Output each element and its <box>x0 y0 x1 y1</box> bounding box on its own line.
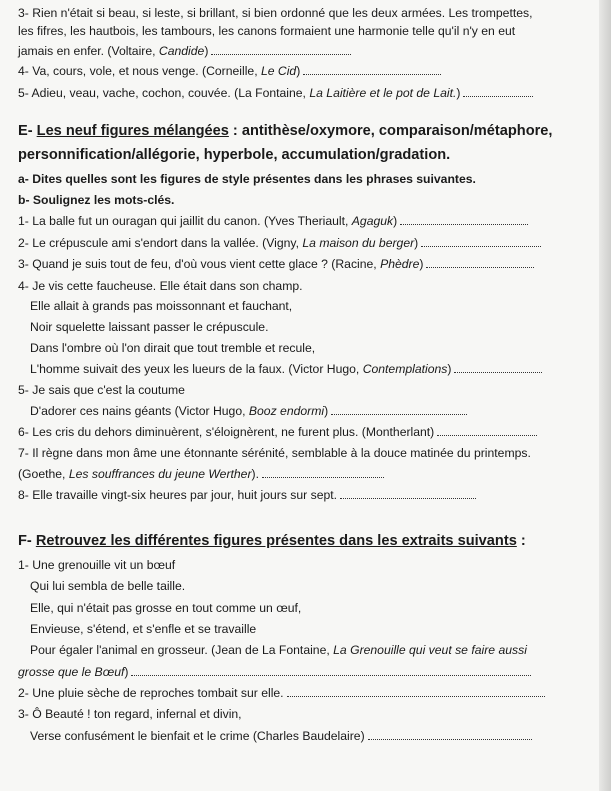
exercise-e-2: 2- Le crépuscule ami s'endort dans la vallée. (Vigny, La maison du berger) <box>0 236 611 251</box>
answer-blank[interactable] <box>287 686 545 697</box>
answer-blank[interactable] <box>368 729 532 740</box>
exercise-e-8: 8- Elle travaille vingt-six heures par jour, huit jours sur sept. <box>0 488 611 503</box>
answer-blank[interactable] <box>463 86 533 97</box>
exercise-f-1-verse-4: Envieuse, s'étend, et s'enfle et se travaille <box>30 622 257 636</box>
answer-blank[interactable] <box>340 488 476 499</box>
exercise-f-1-verse-6: grosse que le Bœuf) <box>0 665 611 680</box>
exercise-e-7-line-2: (Goethe, Les souffrances du jeune Werther). <box>0 467 611 482</box>
exercise-f-3-verse-2: Verse confusément le bienfait et le crime (Charles Baudelaire) <box>0 729 611 744</box>
exercise-e-1: 1- La balle fut un ouragan qui jaillit du canon. (Yves Theriault, Agaguk) <box>0 214 611 229</box>
sentence-3-line-1: 3- Rien n'était si beau, si leste, si brillant, si bien ordonné que les deux armées. Les trompettes, <box>18 6 533 20</box>
answer-blank[interactable] <box>421 236 541 247</box>
section-e-title-line-2: personnification/allégorie, hyperbole, accumulation/gradation. <box>18 147 451 163</box>
exercise-e-4-verse-2: Elle allait à grands pas moissonnant et fauchant, <box>30 299 293 313</box>
exercise-e-4-verse-4: Dans l'ombre où l'on dirait que tout tremble et recule, <box>30 341 316 355</box>
exercise-f-2: 2- Une pluie sèche de reproches tombait sur elle. <box>0 686 611 701</box>
exercise-e-4-verse-3: Noir squelette laissant passer le crépuscule. <box>30 320 269 334</box>
page-edge-shadow <box>599 0 611 791</box>
sentence-3-line-3: jamais en enfer. (Voltaire, Candide) <box>0 44 611 59</box>
exercise-e-4-verse-5: L'homme suivait des yeux les lueurs de la faux. (Victor Hugo, Contemplations) <box>0 362 611 377</box>
sentence-4: 4- Va, cours, vole, et nous venge. (Corneille, Le Cid) <box>0 64 611 79</box>
answer-blank[interactable] <box>303 64 441 75</box>
exercise-f-1-verse-5: Pour égaler l'animal en grosseur. (Jean de La Fontaine, La Grenouille qui veut se faire aussi <box>30 643 527 657</box>
exercise-f-1-verse-3: Elle, qui n'était pas grosse en tout comme un œuf, <box>30 601 302 615</box>
answer-blank[interactable] <box>131 665 531 676</box>
exercise-e-5-verse-2: D'adorer ces nains géants (Victor Hugo, Booz endormi) <box>0 404 611 419</box>
exercise-e-4: 4- Je vis cette faucheuse. Elle était dans son champ. <box>18 279 303 293</box>
answer-blank[interactable] <box>437 425 537 436</box>
exercise-e-5: 5- Je sais que c'est la coutume <box>18 383 185 397</box>
exercise-f-1: 1- Une grenouille vit un bœuf <box>18 558 176 572</box>
answer-blank[interactable] <box>211 44 351 55</box>
exercise-f-1-verse-2: Qui lui sembla de belle taille. <box>30 579 186 593</box>
answer-blank[interactable] <box>454 362 542 373</box>
answer-blank[interactable] <box>331 404 467 415</box>
section-f-title: F- Retrouvez les différentes figures présentes dans les extraits suivants : <box>18 533 526 549</box>
sentence-3-line-2: les fifres, les hautbois, les tambours, les canons formaient une harmonie telle qu'il n'y en eut <box>18 24 516 38</box>
exercise-e-3: 3- Quand je suis tout de feu, d'où vous vient cette glace ? (Racine, Phèdre) <box>0 257 611 272</box>
exercise-f-3: 3- Ô Beauté ! ton regard, infernal et divin, <box>18 707 242 721</box>
instruction-a: a- Dites quelles sont les figures de style présentes dans les phrases suivantes. <box>18 172 476 186</box>
sentence-5: 5- Adieu, veau, vache, cochon, couvée. (La Fontaine, La Laitière et le pot de Lait.) <box>0 86 611 101</box>
answer-blank[interactable] <box>262 467 384 478</box>
exercise-e-6: 6- Les cris du dehors diminuèrent, s'éloignèrent, ne furent plus. (Montherlant) <box>0 425 611 440</box>
answer-blank[interactable] <box>400 214 528 225</box>
answer-blank[interactable] <box>426 257 534 268</box>
instruction-b: b- Soulignez les mots-clés. <box>18 193 175 207</box>
section-e-title-line-1: E- Les neuf figures mélangées : antithèse/oxymore, comparaison/métaphore, <box>18 123 553 139</box>
exercise-e-7: 7- Il règne dans mon âme une étonnante sérénité, semblable à la douce matinée du printemps. <box>18 446 531 460</box>
